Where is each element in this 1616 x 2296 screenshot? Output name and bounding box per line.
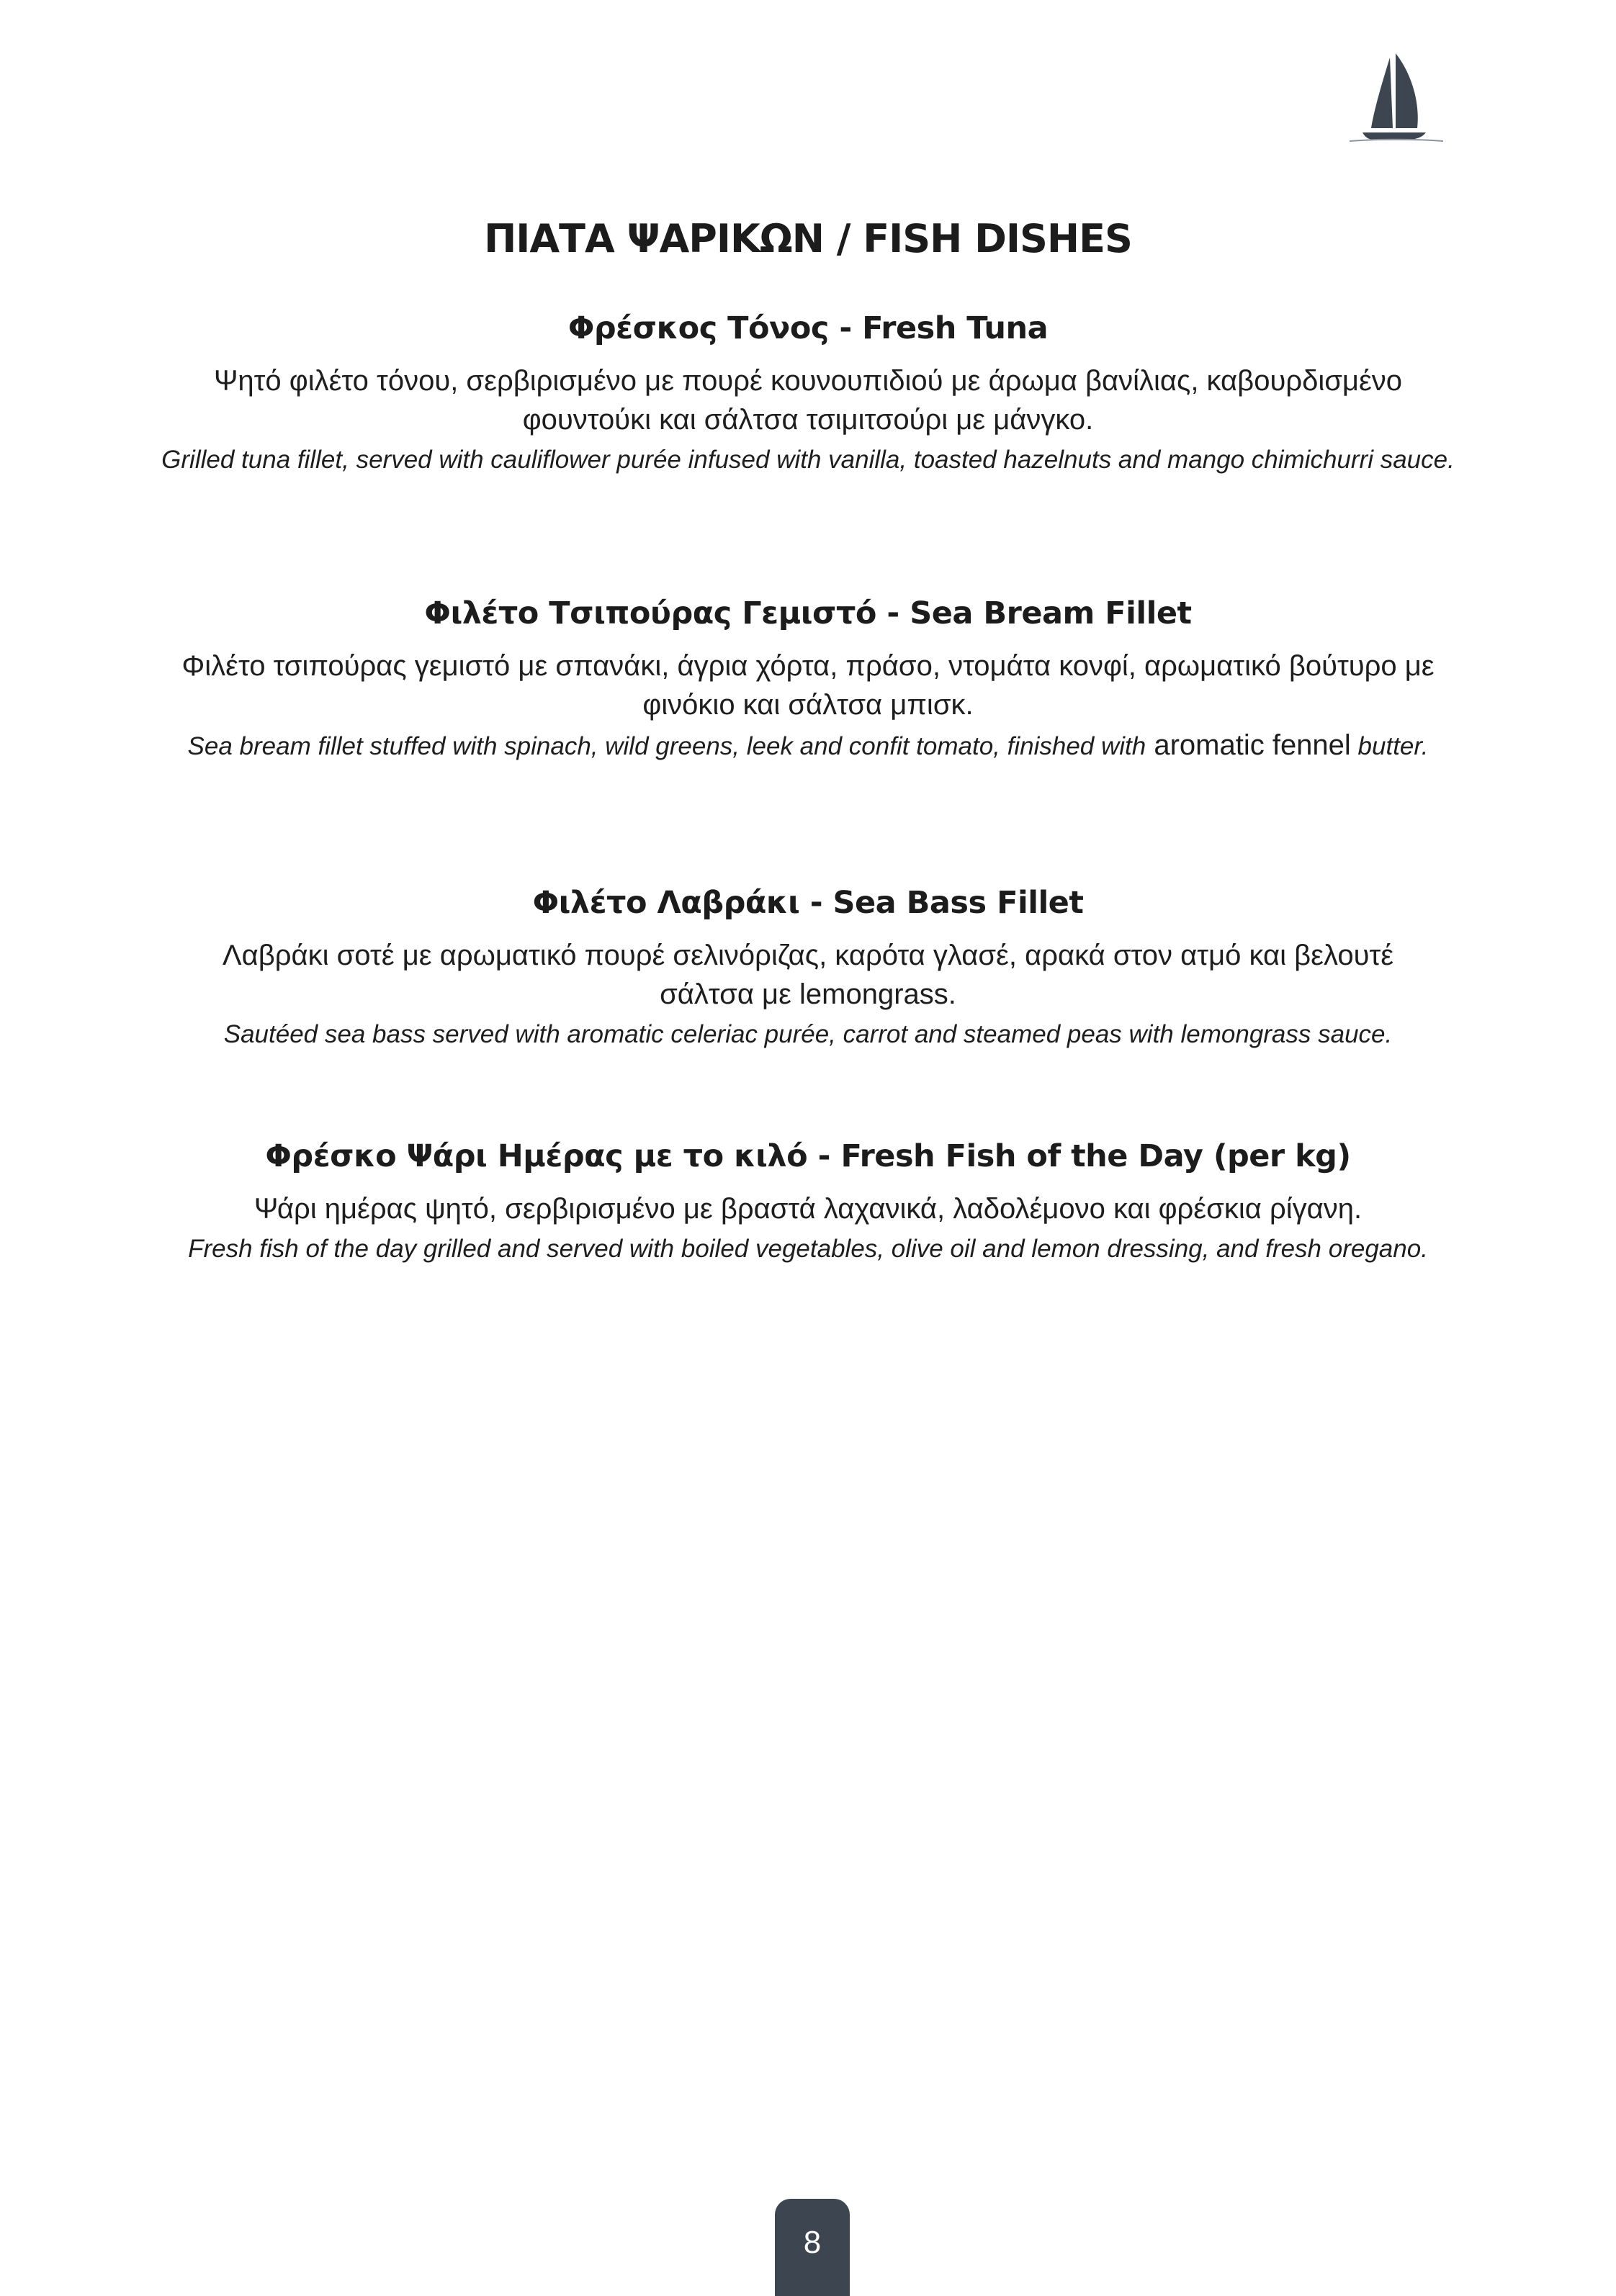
dish-description-english: Sautéed sea bass served with aromatic celeriac purée, carrot and steamed peas with lemongrass sauce.: [223, 1020, 1393, 1048]
dish-name: Φιλέτο Τσιπούρας Γεμιστό - Sea Bream Fillet: [424, 595, 1192, 631]
dish-description-greek: Ψάρι ημέρας ψητό, σερβιρισμένο με βραστά λαχανικά, λαδολέμονο και φρέσκια ρίγανη.: [253, 1193, 1363, 1225]
page-number: 8: [775, 2199, 850, 2296]
dish-item-fresh-tuna: [137, 308, 1479, 477]
dish-description-english: Grilled tuna fillet, served with cauliflower purée infused with vanilla, toasted hazelnuts and mango chimichurri sauce.: [161, 446, 1455, 474]
dish-description-english-plain: aromatic fennel: [1146, 729, 1351, 761]
dish-description-english-part: Sea bream fillet stuffed with spinach, wild greens, leek and confit tomato, finished with: [187, 732, 1146, 760]
dish-description-greek: Φιλέτο τσιπούρας γεμιστό με σπανάκι, άγρια χόρτα, πράσο, ντομάτα κονφί, αρωματικό βούτυρο με φινόκιο και σάλτσα μπισκ.: [181, 650, 1435, 721]
dish-description-english: [163, 729, 1453, 763]
dish-description-english: Fresh fish of the day grilled and served with boiled vegetables, olive oil and lemon dressing, and fresh oregano.: [188, 1235, 1428, 1263]
dish-name: Φιλέτο Λαβράκι - Sea Bass Fillet: [532, 885, 1084, 921]
sailboat-logo: [1345, 52, 1446, 145]
dish-name: Φρέσκο Ψάρι Ημέρας με το κιλό - Fresh Fish of the Day (per kg): [265, 1138, 1351, 1174]
sailboat-icon: [1345, 52, 1446, 145]
dish-name: Φρέσκος Τόνος - Fresh Tuna: [567, 310, 1049, 346]
dish-description-greek: Ψητό φιλέτο τόνου, σερβιρισμένο με πουρέ κουνουπιδιού με άρωμα βανίλιας, καβουρδισμένο φουντούκι και σάλτσα τσιμιτσούρι με μάνγκο.: [213, 365, 1403, 436]
dish-item-fresh-fish-of-the-day: [137, 1136, 1479, 1266]
dish-item-sea-bass-fillet: [137, 883, 1479, 1051]
dish-item-sea-bream-fillet: [137, 593, 1479, 763]
page-title: ΠΙΑΤΑ ΨΑΡΙΚΩΝ / FISH DISHES: [484, 216, 1132, 261]
dish-description-english-end: butter.: [1350, 732, 1429, 760]
dish-description-greek: Λαβράκι σοτέ με αρωματικό πουρέ σελινόριζας, καρότα γλασέ, αρακά στον ατμό και βελουτέ σάλτσα με lemongrass.: [222, 940, 1394, 1010]
